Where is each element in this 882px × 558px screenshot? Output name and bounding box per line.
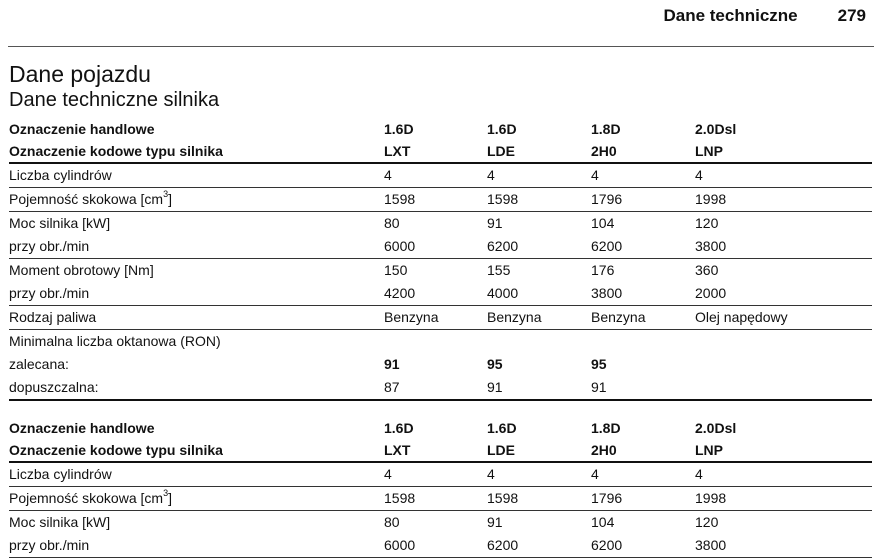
table-cell: dopuszczalna: bbox=[9, 379, 99, 395]
table-cell: 91 bbox=[487, 379, 503, 395]
table-cell: Moment obrotowy [Nm] bbox=[9, 262, 154, 278]
table-row bbox=[9, 306, 872, 330]
table-row bbox=[9, 282, 872, 306]
table-cell: 1598 bbox=[487, 191, 519, 207]
table-cell: 1.8D bbox=[591, 420, 621, 436]
table-cell: 91 bbox=[487, 215, 503, 231]
table-cell: 4 bbox=[487, 466, 495, 482]
section-title: Dane techniczne bbox=[663, 6, 798, 25]
table-cell: Benzyna bbox=[487, 309, 542, 325]
table-cell: 4 bbox=[487, 167, 495, 183]
table-cell: 6000 bbox=[384, 238, 416, 254]
table-cell: 1.6D bbox=[384, 420, 414, 436]
table-cell: 120 bbox=[695, 215, 719, 231]
table-cell: 4 bbox=[591, 167, 599, 183]
table-cell: Pojemność skokowa $[cm^3]$ bbox=[9, 488, 172, 506]
table-cell: 6200 bbox=[487, 537, 519, 553]
table-row bbox=[9, 235, 872, 259]
table-cell: 1.8D bbox=[591, 121, 621, 137]
table-cell: 4200 bbox=[384, 285, 416, 301]
table-cell: 95 bbox=[487, 356, 503, 372]
table-cell: LXT bbox=[384, 143, 411, 159]
table-cell: 1.6D bbox=[487, 420, 517, 436]
table-cell: 4 bbox=[591, 466, 599, 482]
table-cell: 4 bbox=[384, 466, 392, 482]
page-number: 279 bbox=[837, 6, 866, 25]
table-cell: 1998 bbox=[695, 490, 727, 506]
table-cell: Minimalna liczba oktanowa (RON) bbox=[9, 333, 221, 349]
table-cell: przy obr./min bbox=[9, 285, 90, 301]
table-cell: 1.6D bbox=[487, 121, 517, 137]
table-row bbox=[9, 417, 872, 439]
table-cell: 3800 bbox=[695, 238, 727, 254]
running-head bbox=[663, 6, 866, 26]
table-row bbox=[9, 118, 872, 140]
table-cell: 2.0Dsl bbox=[695, 121, 737, 137]
table-cell: 6000 bbox=[384, 537, 416, 553]
table-cell: przy obr./min bbox=[9, 238, 90, 254]
table-cell: 80 bbox=[384, 215, 400, 231]
table-cell: 1598 bbox=[384, 490, 416, 506]
table-cell: 150 bbox=[384, 262, 408, 278]
table-row bbox=[9, 439, 872, 463]
table-cell: 104 bbox=[591, 514, 615, 530]
table-cell: Olej napędowy bbox=[695, 309, 788, 325]
table-cell: 1598 bbox=[487, 490, 519, 506]
table-cell: 4 bbox=[695, 167, 703, 183]
table-cell: 120 bbox=[695, 514, 719, 530]
table-cell: 91 bbox=[384, 356, 400, 372]
table-cell: 4 bbox=[384, 167, 392, 183]
table-cell: 1796 bbox=[591, 490, 623, 506]
table-cell: Rodzaj paliwa bbox=[9, 309, 97, 325]
table-cell: 3800 bbox=[591, 285, 623, 301]
table-cell: 360 bbox=[695, 262, 719, 278]
table-cell: 95 bbox=[591, 356, 607, 372]
table-cell: Oznaczenie handlowe bbox=[9, 121, 155, 137]
table-cell: LNP bbox=[695, 143, 723, 159]
table-cell: Moc silnika [kW] bbox=[9, 514, 111, 530]
engine-data-table-2 bbox=[9, 417, 872, 558]
table-row bbox=[9, 188, 872, 212]
table-cell: Benzyna bbox=[384, 309, 439, 325]
table-row bbox=[9, 534, 872, 558]
table-cell: zalecana: bbox=[9, 356, 69, 372]
table-cell: 1.6D bbox=[384, 121, 414, 137]
table-row bbox=[9, 353, 872, 376]
page-title: Dane pojazdu bbox=[9, 61, 151, 87]
table-cell: 2H0 bbox=[591, 143, 617, 159]
table-cell: 91 bbox=[591, 379, 607, 395]
table-cell: Pojemność skokowa $[cm^3]$ bbox=[9, 189, 172, 207]
table-cell: 87 bbox=[384, 379, 400, 395]
table-cell: 6200 bbox=[487, 238, 519, 254]
table-cell: 1598 bbox=[384, 191, 416, 207]
table-row bbox=[9, 212, 872, 235]
table-cell: Oznaczenie handlowe bbox=[9, 420, 155, 436]
page-subtitle: Dane techniczne silnika bbox=[9, 89, 220, 111]
table-cell: Oznaczenie kodowe typu silnika bbox=[9, 442, 223, 458]
table-row bbox=[9, 164, 872, 188]
table-cell: 1998 bbox=[695, 191, 727, 207]
table-cell: 2.0Dsl bbox=[695, 420, 737, 436]
table-cell: 4 bbox=[695, 466, 703, 482]
header-divider bbox=[8, 46, 874, 47]
table-row bbox=[9, 330, 872, 353]
table-cell: 80 bbox=[384, 514, 400, 530]
table-cell: LNP bbox=[695, 442, 723, 458]
table-cell: LXT bbox=[384, 442, 411, 458]
table-row bbox=[9, 511, 872, 534]
table-cell: Liczba cylindrów bbox=[9, 167, 112, 183]
table-cell: 6200 bbox=[591, 238, 623, 254]
table-row bbox=[9, 487, 872, 511]
table-cell: 176 bbox=[591, 262, 615, 278]
table-cell: Moc silnika [kW] bbox=[9, 215, 111, 231]
table-cell: 91 bbox=[487, 514, 503, 530]
table-row bbox=[9, 140, 872, 164]
table-cell: 2000 bbox=[695, 285, 727, 301]
table-cell: 4000 bbox=[487, 285, 519, 301]
table-cell: 2H0 bbox=[591, 442, 617, 458]
table-cell: przy obr./min bbox=[9, 537, 90, 553]
table-cell: Liczba cylindrów bbox=[9, 466, 112, 482]
table-cell: 155 bbox=[487, 262, 511, 278]
engine-data-table-1 bbox=[9, 118, 872, 401]
table-cell: Benzyna bbox=[591, 309, 646, 325]
table-row bbox=[9, 463, 872, 487]
table-row bbox=[9, 259, 872, 282]
table-cell: LDE bbox=[487, 143, 515, 159]
table-cell: 104 bbox=[591, 215, 615, 231]
table-cell: LDE bbox=[487, 442, 515, 458]
table-row bbox=[9, 376, 872, 401]
table-cell: 1796 bbox=[591, 191, 623, 207]
table-cell: Oznaczenie kodowe typu silnika bbox=[9, 143, 223, 159]
table-cell: 3800 bbox=[695, 537, 727, 553]
table-cell: 6200 bbox=[591, 537, 623, 553]
